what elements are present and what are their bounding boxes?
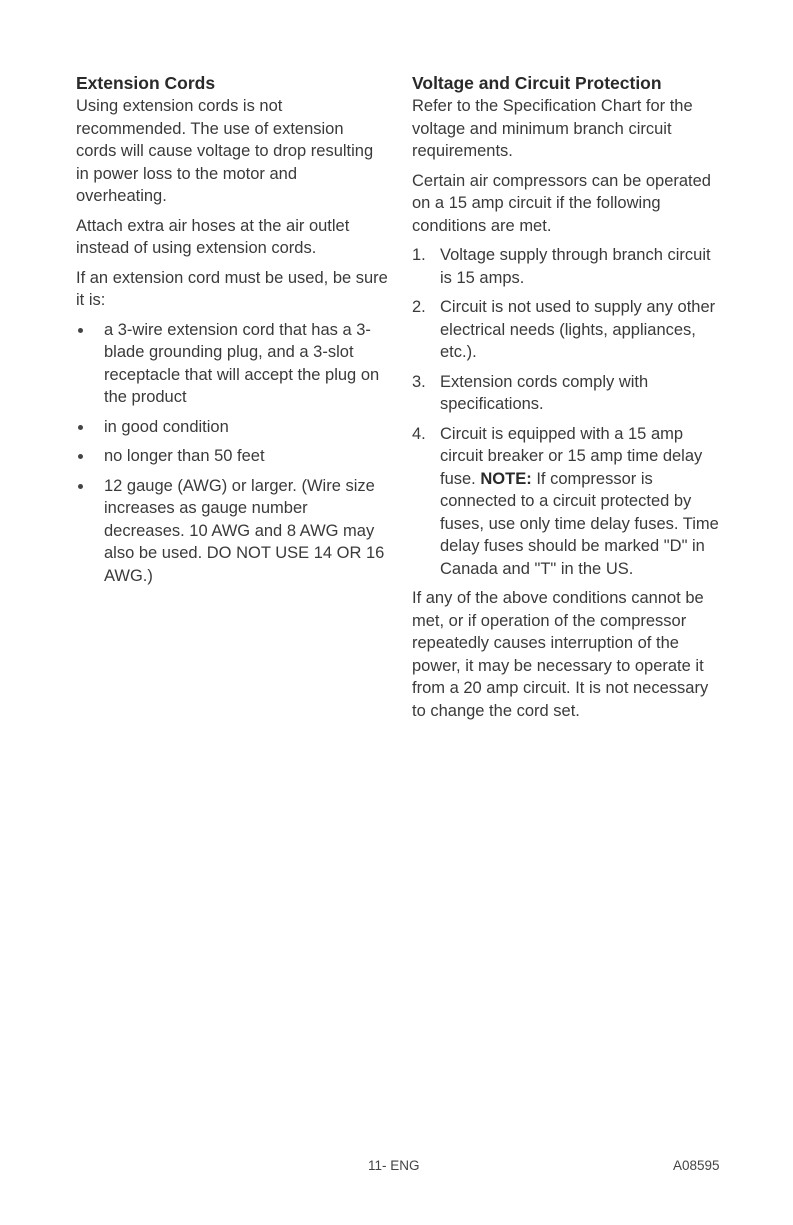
list-item: 3. Extension cords comply with specifications.	[412, 372, 649, 413]
bullet-icon	[78, 328, 83, 333]
extension-cords-intro: Using extension cords is not recommended. The use of extension cords will cause voltage to drop resulting in power loss to the motor and overheating.	[76, 97, 374, 205]
left-column	[76, 72, 388, 594]
list-item: 4. Circuit is equipped with a 15 amp circuit breaker or 15 amp time delay fuse. NOTE: If compressor is connected to a circuit protected by fuses, use only time delay fuses. Time delay fuses should be marked "D" in Canada and "T" in the US.	[412, 424, 719, 578]
note-label: NOTE:	[480, 469, 532, 488]
list-item: 12 gauge (AWG) or larger. (Wire size increases as gauge number decreases. 10 AWG and 8 AWG may also be used. DO NOT USE 14 OR 16 AWG.)	[76, 475, 388, 588]
list-item: 2. Circuit is not used to supply any other electrical needs (lights, appliances, etc.).	[412, 298, 716, 361]
bullet-icon	[78, 425, 83, 430]
list-item: no longer than 50 feet	[76, 445, 388, 468]
list-item: 1. Voltage supply through branch circuit is 15 amps.	[412, 246, 711, 287]
list-item: a 3-wire extension cord that has a 3-blade grounding plug, and a 3-slot receptacle that will accept the plug on the product	[76, 319, 388, 409]
voltage-circuit-heading: Voltage and Circuit Protection	[412, 73, 662, 93]
bullet-icon	[78, 484, 83, 489]
extension-cord-requirements-list	[76, 319, 388, 588]
right-column	[412, 72, 724, 729]
page-number: 11- ENG	[368, 1158, 420, 1173]
voltage-closing-paragraph: If any of the above conditions cannot be met, or if operation of the compressor repeatedly causes interruption of the power, it may be necessary to operate it from a 20 amp circuit. It is not necessary to change the cord set.	[412, 589, 709, 720]
bullet-icon	[78, 454, 83, 459]
note-text: If compressor is connected to a circuit protected by fuses, use only time delay fuses. Time delay fuses should be marked "D" in Canada and "T" in the US.	[440, 469, 719, 578]
document-code: A08595	[673, 1158, 720, 1173]
voltage-conditions-intro: Certain air compressors can be operated on a 15 amp circuit if the following conditions are met.	[412, 171, 711, 235]
extension-cords-requirements-intro: If an extension cord must be used, be sure it is:	[76, 268, 388, 309]
extension-cords-air-hoses: Attach extra air hoses at the air outlet instead of using extension cords.	[76, 216, 350, 257]
voltage-spec-reference: Refer to the Specification Chart for the voltage and minimum branch circuit requirements.	[412, 97, 693, 160]
list-item: in good condition	[76, 416, 388, 439]
circuit-conditions-list	[412, 244, 724, 580]
extension-cords-heading: Extension Cords	[76, 73, 216, 93]
